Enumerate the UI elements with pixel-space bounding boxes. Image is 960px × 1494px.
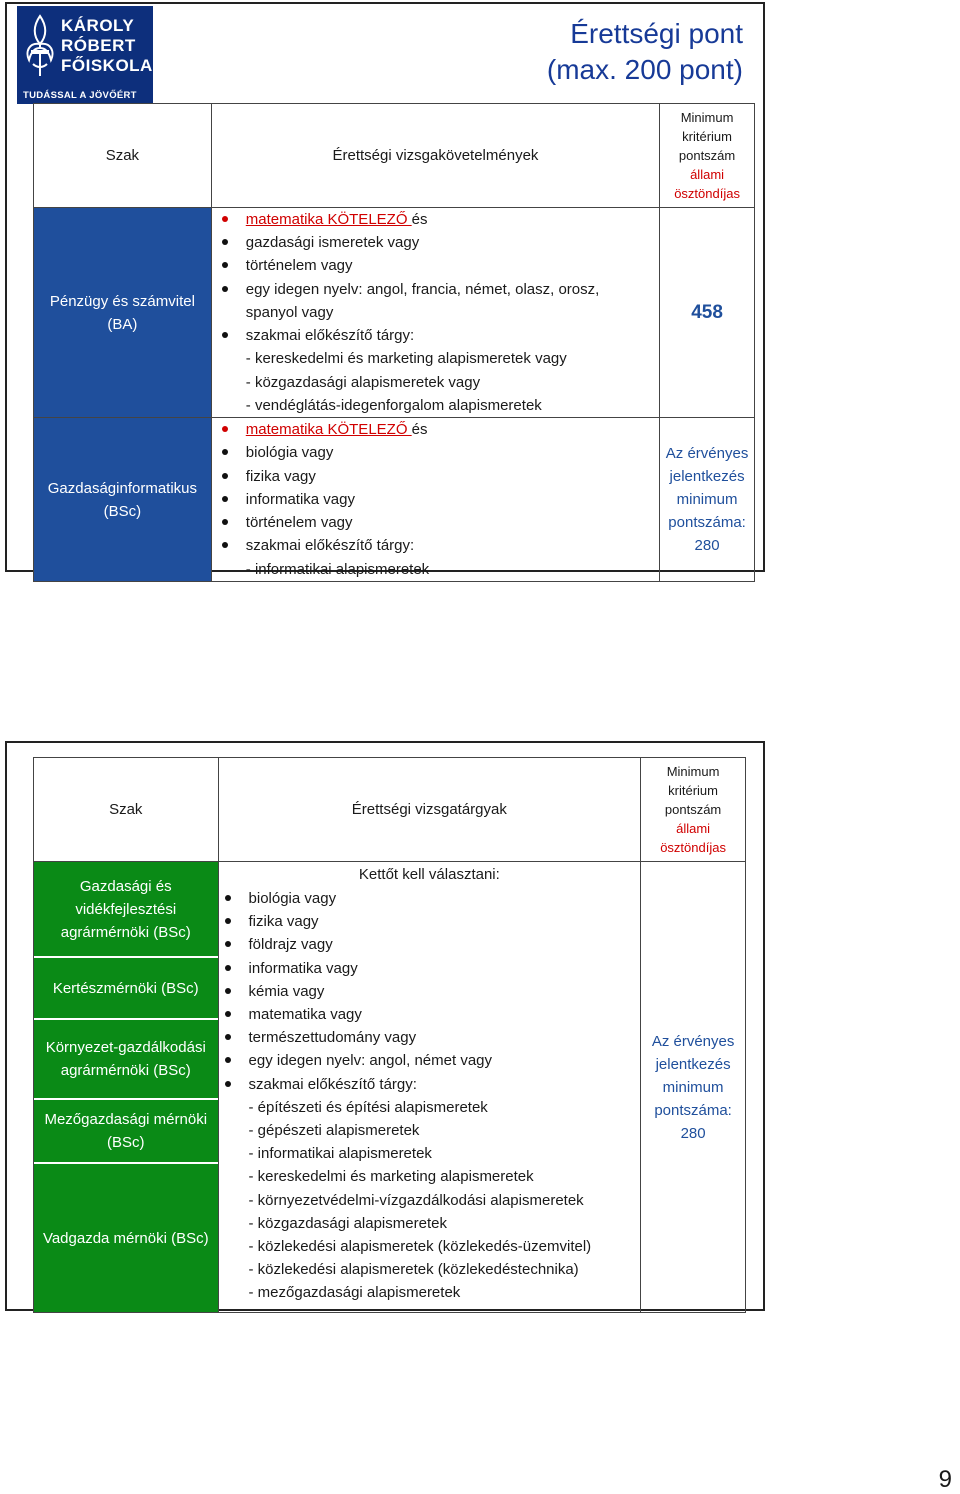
list-item-suffix: vagy	[456, 1052, 493, 1070]
requirements-cell	[211, 208, 659, 418]
list-item-text: matematika KÖTELEZŐ	[245, 421, 412, 439]
list-item-text: spanyol	[245, 303, 298, 321]
list-item-text: egy idegen nyelv: angol, francia, német, olasz, orosz,	[245, 280, 600, 298]
header-min-line: pontszám	[678, 148, 736, 163]
list-item-suffix: vagy	[297, 444, 334, 462]
score-line: jelentkezés	[669, 468, 745, 485]
header-min-line: kritérium	[668, 783, 718, 798]
list-item-suffix: és	[411, 211, 428, 229]
header-min-red-line: ösztöndíjas	[674, 186, 740, 201]
logo-name-line: FŐISKOLA	[61, 56, 153, 75]
list-item-text: - építészeti és építési alapismeretek	[248, 1098, 488, 1116]
list-item	[220, 254, 659, 277]
list-item	[223, 1281, 641, 1304]
list-item-text: természettudomány	[248, 1029, 381, 1047]
table-header-row	[34, 758, 746, 862]
list-item	[220, 511, 659, 534]
header-min-red-line: állami	[690, 167, 725, 182]
logo-name	[61, 16, 153, 76]
list-item-text: - közgazdasági alapismeretek	[245, 373, 445, 391]
list-item	[223, 1026, 641, 1049]
logo-motto: TUDÁSSAL A JÖVŐÉRT	[23, 90, 137, 101]
list-item	[220, 558, 659, 581]
list-item	[223, 1119, 641, 1142]
list-item-text: gazdasági ismeretek	[245, 234, 384, 252]
list-item-text: fizika	[245, 467, 280, 485]
table-row	[34, 862, 746, 1313]
list-item-text: matematika KÖTELEZŐ	[245, 211, 412, 229]
list-item-text: informatika	[245, 490, 320, 508]
list-item	[220, 394, 659, 417]
list-item	[223, 980, 641, 1003]
slide-1	[5, 2, 765, 578]
list-item-text: történelem	[245, 514, 317, 532]
header-minimum	[660, 104, 755, 208]
szak-line: Vadgazda mérnöki (BSc)	[42, 1229, 209, 1247]
score-cell: 458	[660, 208, 755, 418]
list-item	[220, 278, 659, 301]
szak-item	[34, 1100, 218, 1164]
szak-line: (BSc)	[107, 1134, 145, 1151]
list-item-suffix: vagy	[319, 490, 355, 508]
requirements-list	[212, 418, 659, 580]
list-item	[223, 1049, 641, 1072]
list-item-text: földrajz	[248, 936, 297, 954]
list-item	[220, 301, 659, 324]
list-item-suffix: vagy	[296, 936, 333, 954]
score-cell	[641, 862, 746, 1313]
subjects-table	[33, 757, 746, 1313]
requirements-list	[212, 208, 659, 417]
szak-cell	[34, 418, 212, 582]
table-header-row	[34, 104, 755, 208]
header-min-line: pontszám	[664, 802, 722, 817]
list-item-suffix: és	[411, 421, 428, 439]
list-item-text: - informatikai alapismeretek	[248, 1145, 432, 1163]
list-item	[220, 441, 659, 464]
list-item-suffix: vagy	[300, 890, 337, 907]
list-item	[223, 933, 641, 956]
list-item-text: - közlekedési alapismeretek (közlekedés-üzemvitel)	[248, 1238, 592, 1256]
list-item	[223, 1096, 641, 1119]
list-item-suffix: vagy	[288, 982, 325, 1000]
header-min-red-line: ösztöndíjas	[660, 840, 726, 855]
list-item-text: kémia	[248, 982, 289, 1000]
list-item	[220, 208, 659, 231]
szak-line: (BSc)	[103, 502, 142, 520]
szak-line: Gazdasági és	[79, 877, 172, 895]
table-row	[34, 418, 755, 582]
list-item	[220, 324, 659, 347]
szak-item	[34, 1164, 218, 1312]
szak-column	[34, 862, 219, 1313]
list-item-suffix: vagy	[282, 913, 319, 931]
logo-name-line: KÁROLY	[61, 16, 135, 35]
score-line: Az érvényes	[665, 445, 749, 462]
header-min-line: Minimum	[666, 764, 720, 779]
list-item	[220, 231, 659, 254]
list-item-suffix: vagy	[530, 350, 567, 368]
list-item	[223, 1142, 641, 1165]
header-min-line: Minimum	[680, 110, 734, 125]
score-line: minimum	[676, 491, 738, 508]
score-line: 280	[680, 1124, 706, 1142]
requirements-cell	[211, 418, 659, 582]
list-item-text: matematika	[248, 1006, 327, 1024]
list-item-text: szakmai előkészítő tárgy:	[248, 1075, 417, 1093]
college-logo	[17, 6, 153, 104]
list-item-text: szakmai előkészítő tárgy:	[245, 537, 415, 555]
choose-two-label: Kettőt kell választani:	[358, 866, 500, 883]
subjects-cell	[218, 862, 641, 1313]
szak-line: agrármérnöki (BSc)	[60, 1062, 191, 1079]
list-item-suffix: vagy	[380, 1029, 417, 1047]
header-min-line: kritérium	[682, 129, 732, 144]
header-min-red-line: állami	[676, 821, 711, 836]
szak-cell	[34, 208, 212, 418]
score-cell	[660, 418, 755, 582]
list-item-text: - kereskedelmi és marketing alapismeretek	[248, 1168, 534, 1186]
list-item-text: biológia	[245, 444, 298, 462]
title-line-2: (max. 200 pont)	[546, 54, 743, 85]
table-row	[34, 208, 755, 418]
list-item-text: fizika	[248, 913, 283, 931]
list-item-text: - környezetvédelmi-vízgazdálkodási alapismeretek	[248, 1191, 584, 1209]
list-item	[220, 347, 659, 370]
slide-title	[547, 16, 743, 88]
list-item-text: történelem	[245, 257, 317, 275]
header-requirements: Érettségi vizsgakövetelmények	[211, 104, 659, 208]
list-item	[223, 910, 641, 933]
szak-line: vidékfejlesztési	[75, 900, 177, 918]
list-item-text: - közgazdasági alapismeretek	[248, 1214, 447, 1232]
list-item-text: - mezőgazdasági alapismeretek	[248, 1284, 461, 1302]
requirements-table	[33, 103, 755, 582]
list-item-text: - kereskedelmi és marketing alapismeretek	[245, 350, 531, 368]
szak-line: (BA)	[107, 315, 138, 333]
score-line: pontszáma:	[668, 514, 746, 531]
szak-line: Gazdaságinformatikus	[47, 479, 198, 497]
score-line: jelentkezés	[655, 1055, 731, 1073]
list-item-text: szakmai előkészítő tárgy:	[245, 327, 415, 345]
list-item	[220, 534, 659, 557]
szak-item	[34, 862, 218, 958]
score-line: Az érvényes	[651, 1032, 735, 1050]
list-item-suffix: vagy	[321, 959, 358, 977]
list-item	[220, 488, 659, 511]
list-item	[220, 418, 659, 441]
score-line: pontszáma:	[654, 1101, 732, 1119]
list-item-suffix: vagy	[316, 257, 353, 275]
szak-line: Mezőgazdasági mérnöki	[44, 1111, 208, 1128]
list-item	[223, 1165, 641, 1188]
szak-line: Kertészmérnöki (BSc)	[52, 979, 199, 997]
szak-line: agrármérnöki (BSc)	[60, 923, 191, 941]
list-item	[223, 887, 641, 910]
list-item	[220, 465, 659, 488]
subjects-list	[219, 887, 641, 1305]
list-item-text: informatika	[248, 959, 322, 977]
list-item-text: - informatikai alapismeretek	[245, 560, 430, 578]
title-line-1: Érettségi pont	[570, 18, 743, 49]
list-item	[223, 1258, 641, 1281]
list-item-text: - gépészeti alapismeretek	[248, 1122, 420, 1140]
list-item-suffix: vagy	[383, 234, 420, 252]
score-line: minimum	[662, 1078, 724, 1096]
list-item-suffix: vagy	[316, 514, 353, 532]
list-item-text: - vendéglátás-idegenforgalom alapismeretek	[245, 396, 542, 414]
list-item-text: egy idegen nyelv: angol, német	[248, 1052, 457, 1070]
header-szak: Szak	[34, 104, 212, 208]
list-item-suffix: vagy	[297, 303, 334, 321]
list-item-text: - közlekedési alapismeretek (közlekedéstechnika)	[248, 1261, 579, 1279]
logo-name-line: RÓBERT	[61, 36, 136, 55]
list-item	[223, 1189, 641, 1212]
list-item	[223, 957, 641, 980]
score-line: 280	[694, 537, 720, 554]
list-item	[223, 1212, 641, 1235]
list-item	[223, 1235, 641, 1258]
list-item-suffix: vagy	[444, 373, 481, 391]
header-szak: Szak	[34, 758, 219, 862]
list-item-suffix: vagy	[279, 467, 316, 485]
szak-line: Pénzügy és számvitel	[49, 292, 195, 310]
slide-2	[5, 741, 765, 1311]
list-item	[220, 371, 659, 394]
list-item	[223, 1003, 641, 1026]
header-subjects: Érettségi vizsgatárgyak	[218, 758, 641, 862]
szak-item	[34, 958, 218, 1020]
header-minimum	[641, 758, 746, 862]
page-number: 9	[938, 1466, 952, 1493]
fleur-de-lis-icon	[23, 14, 57, 78]
szak-line: Környezet-gazdálkodási	[45, 1039, 206, 1056]
list-item-text: biológia	[248, 890, 301, 907]
list-item	[223, 1073, 641, 1096]
szak-item	[34, 1020, 218, 1100]
list-item-suffix: vagy	[326, 1006, 362, 1024]
